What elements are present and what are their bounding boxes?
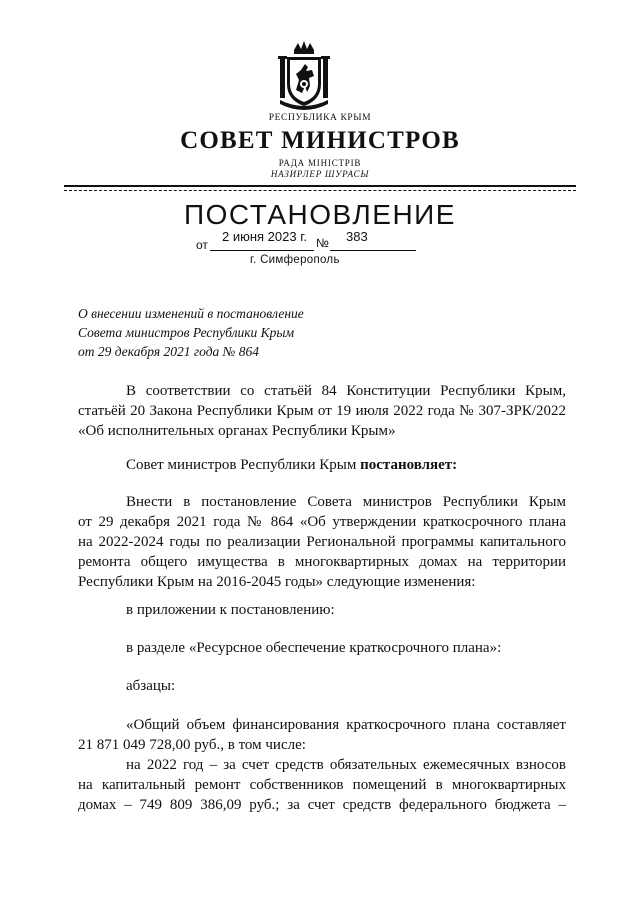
paragraph-line: статьёй 20 Закона Республики Крым от 19 июля 2022 года № 307-ЗРК/2022 xyxy=(78,403,566,419)
date-underline xyxy=(210,250,314,251)
paragraph-line: на капитальный ремонт собственников помещений в многоквартирных xyxy=(78,777,566,793)
header-rule-dashed xyxy=(64,190,576,191)
subject-line: Совета министров Республики Крым xyxy=(78,325,295,340)
decree-city: г. Симферополь xyxy=(250,254,340,266)
paragraph-line: «Общий объем финансирования краткосрочного плана составляет xyxy=(126,717,566,733)
paragraph-section: в разделе «Ресурсное обеспечение краткосрочного плана»: xyxy=(126,640,502,656)
council-name: СОВЕТ МИНИСТРОВ xyxy=(180,127,460,154)
date-from-label: от xyxy=(196,238,208,252)
paragraph-line: на 2022 год – за счет средств обязательных ежемесячных взносов xyxy=(126,757,566,773)
paragraph-annex: в приложении к постановлению: xyxy=(126,602,335,618)
decree-number: 383 xyxy=(346,229,368,244)
paragraph-line: Внести в постановление Совета министров Республики Крым xyxy=(126,494,566,510)
subject-line: О внесении изменений в постановление xyxy=(78,306,304,321)
paragraph-line: от 29 декабря 2021 года № 864 «Об утверждении краткосрочного плана xyxy=(78,514,566,530)
resolves-prefix: Совет министров Республики Крым xyxy=(126,457,361,473)
paragraph-line: на 2022-2024 годы по реализации Региональной программы капитального xyxy=(78,534,566,550)
paragraph-clauses: абзацы: xyxy=(126,678,176,694)
number-underline xyxy=(330,250,416,251)
council-name-crimean-tatar: НАЗИРЛЕР ШУРАСЫ xyxy=(270,169,370,179)
subject-line: от 29 декабря 2021 года № 864 xyxy=(78,344,259,359)
decree-date: 2 июня 2023 г. xyxy=(222,229,307,244)
republic-name: РЕСПУБЛИКА КРЫМ xyxy=(268,113,372,123)
paragraph-line: Республики Крым на 2016-2045 годы» следующие изменения: xyxy=(78,574,476,590)
council-name-ukrainian: РАДА МІНІСТРІВ xyxy=(278,158,362,168)
paragraph-line: В соответствии со статьёй 84 Конституции Республики Крым, xyxy=(126,383,566,399)
paragraph-line: «Об исполнительных органах Республики Крым» xyxy=(78,423,396,439)
paragraph-line: домах – 749 809 386,09 руб.; за счет средств федерального бюджета – xyxy=(78,797,566,813)
header-rule-solid xyxy=(64,185,576,187)
paragraph-resolves xyxy=(78,455,566,475)
document-title: ПОСТАНОВЛЕНИЕ xyxy=(184,199,456,230)
coat-of-arms-emblem xyxy=(272,40,336,112)
paragraph-line: ремонта общего имущества в многоквартирных домах на территории xyxy=(78,554,566,570)
decree-date-line xyxy=(196,228,426,252)
paragraph-legal-basis xyxy=(78,381,566,441)
paragraph-line: 21 871 049 728,00 руб., в том числе: xyxy=(78,737,306,753)
paragraph-financing xyxy=(78,715,566,815)
paragraph-amendment xyxy=(78,492,566,592)
decree-subject xyxy=(78,304,304,361)
resolves-keyword: постановляет: xyxy=(360,457,458,473)
number-sign: № xyxy=(316,236,329,250)
